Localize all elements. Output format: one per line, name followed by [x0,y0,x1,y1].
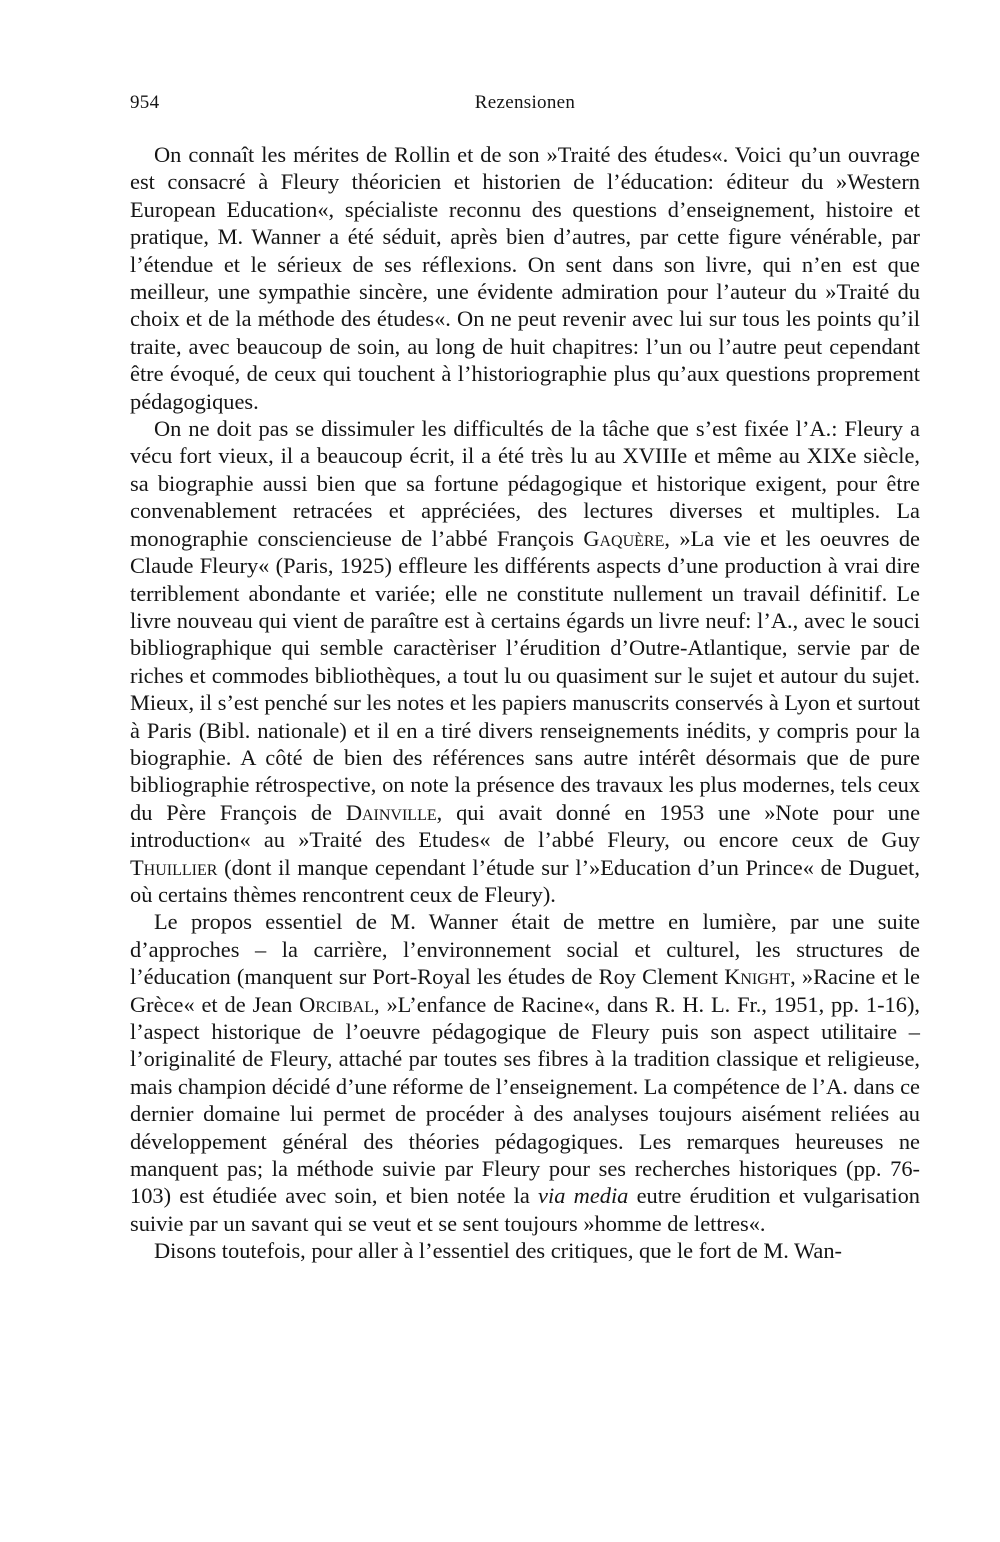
text-run: On ne doit pas se dissimuler les difficultés de la tâche que s’est fixée l’A.: Fleury a vécu fort vieux, il a beaucoup écrit, il a été très lu au XVIIIe et même au XIXe siècle, sa biographie aussi bien que sa fortune pédagogique et historique exigent, pour être convenablement retracées et appréciées, des lectures diverses et multiples. La monographie consciencieuse de l’abbé François [130,416,920,551]
italic-phrase: via media [538,1183,629,1209]
text-run: eutre érudition et vulgarisation suivie par un savant qui se veut et se sent toujours »homme de lettres«. [130,1183,921,1236]
text-run: , »L’enfance de Racine«, dans R. H. L. Fr., 1951, pp. 1-16), l’aspect historique de l’oeuvre pédagogique de Fleury puis son aspect utilitaire – l’originalité de Fleury, attaché par toutes ses fibres à la tradition classique et religieuse, mais champion décidé d’une réforme de l’enseignement. La compétence de l’A. dans ce dernier domaine lui permet de procéder à des analyses toujours aisément reliées au développement général des théories pédagogiques. Les remarques heureuses ne manquent pas; la méthode suivie par Fleury pour ses recherches historiques (pp. 76-103) est étudiée avec soin, et bien notée la [130,991,920,1209]
text-run: Le propos essentiel de M. Wanner était de mettre en lumière, par une suite d’approches – la carrière, l’environnement social et culturel, les structures de l’éducation (manquent sur Port-Royal les études de Roy Clement [130,909,920,990]
paragraph-3 [130,908,920,1237]
paragraph-4: Disons toutefois, pour aller à l’essentiel des critiques, que le fort de M. Wan- [154,1238,842,1264]
author-name-dainville: Dainville [345,799,437,825]
author-name-orcibal: Orcibal [299,991,375,1017]
section-title: Rezensionen [474,92,576,113]
page-number: 954 [130,92,160,113]
author-name-gaquere: Gaquère [583,525,665,551]
author-name-thuillier: Thuillier [130,854,218,880]
review-body [130,141,920,1265]
text-run: (dont il manque cependant l’étude sur l’»Education d’un Prince« de Duguet, où certains thèmes rencontrent ceux de Fleury). [130,854,920,907]
running-head [130,92,920,122]
paragraph-2 [130,415,920,908]
author-name-knight: Knight [724,964,791,990]
text-run: , »Racine et le Grèce« et de Jean [130,964,920,1017]
text-run: , qui avait donné en 1953 une »Note pour une introduction« au »Traité des Etudes« de l’abbé Fleury, ou encore ceux de Guy [130,799,921,853]
paragraph-1: On connaît les mérites de Rollin et de son »Traité des études«. Voici qu’un ouvrage est consacré à Fleury théoricien et historien de l’éducation: éditeur du »Western European Education«, spécialiste reconnu des questions d’enseignement, histoire et pratique, M. Wanner a été séduit, après bien d’autres, par cette figure vénérable, par l’étendue et le sérieux de ses réflexions. On sent dans son livre, qui n’en est que meilleur, une sympathie sincère, une évidente admiration pour l’auteur du »Traité du choix et de la méthode des études«. On ne peut revenir avec lui sur tous les points qu’il traite, avec beaucoup de soin, au long de huit chapitres: l’un ou l’autre peut cependant être évoqué, de ceux qui touchent à l’historiographie plus qu’aux questions proprement pédagogiques. [130,142,920,414]
text-run: , »La vie et les oeuvres de Claude Fleury« (Paris, 1925) effleure les différents aspects d’une production à vrai dire terriblement abondante et variée; elle ne constitute nullement un travail définitif. Le livre nouveau qui vient de paraître est à certains égards un livre neuf: l’A., avec le souci bibliographique qui semble caractèriser l’érudition d’Outre-Atlantique, servie par de riches et commodes bibliothèques, a tout lu ou quasiment sur le sujet et autour du sujet. Mieux, il s’est penché sur les notes et les papiers manuscrits conservés à Lyon et surtout à Paris (Bibl. nationale) et il en a tiré divers renseignements inédits, y compris pour la biographie. A côté de bien des références sans autre intérêt désormais que de pure bibliographie rétrospective, on note la présence des travaux les plus modernes, tels ceux du Père François de [130,525,920,825]
